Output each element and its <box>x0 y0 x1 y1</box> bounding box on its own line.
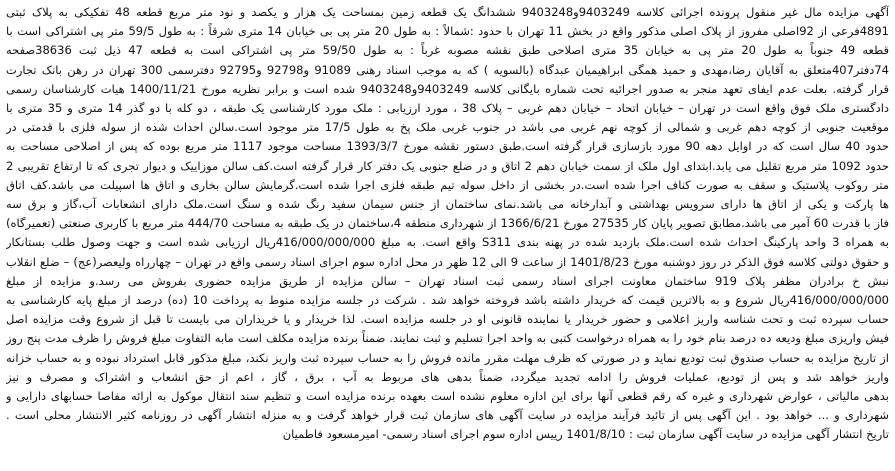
notice-line: از تاریخ مزایده به حساب صندوق ثبت تودیع نماید و در صورتی که ظرف مهلت مقرر مانده فروش را به حساب سپرده ثبت واریز نکند، مبلغ مذکور قابل استرداد نبوده و به حساب خزانه <box>6 350 889 365</box>
notice-line: متر روکوب پلاستیک و سقف به صورت کناف اجرا شده است.در بخشی از داخل سوله تیم طبقه فلزی اجرا شده است.گرمایش سالن بخاری و اتاق ها اسپیلت می باشد.کف اتاق <box>6 177 889 192</box>
notice-line: آگهی مزایده مال غیر منقول پرونده اجرائی کلاسه 9403249و9403248 ششدانگ یک قطعه زمین بمساحت یک هزار و یکصد و نود متر مربع قطعه 48 تفکیکی به پلاک ثبتی <box>6 5 889 19</box>
notice-line: 74دفتر407متعلق به آقایان رضا،مهدی و حمید همگی ابراهیمیان عبدگاه (بالسویه ) که به موجب اسناد رهنی 91089 و92798 و92795 دفترسمی 300 تهران در رهن بانک تجارت <box>6 62 889 77</box>
notice-line: شهرداری و ... خواهد بود . این آگهی پس از تائید فرآیند مزایده در سایت آگهی های سازمان ثبت قرار خواهد گرفت و به منزله انتشار آگهی در روزنامه کثیر الانتشار محلی است . <box>6 408 889 423</box>
notice-line: قطعه 49 جنوباً به طول 20 متر پی به خیابان 35 متری اصلاحی طبق نقشه مصوبه غرباً : به طول 59/50 متر پی اشتراکی است به قطعه 47 ذیل ثبت 38636صفحه <box>6 43 889 58</box>
notice-line: 416/000/000/000ریال شروع و به بالاترین قیمت که خریدار داشته باشد فروخته خواهد شد . شرکت در جلسه مزایده منوط به پرداخت 10 (ده) درصد از مبلغ پایه کارشناسی به <box>6 293 889 308</box>
notice-line: فاز با قدرت 60 آمپر می باشد.مطابق تصویر پایان کار 27535 مورخ 1366/6/21 از شهرداری منطقه 4،ساختمان در یک طبقه به مساحت 444/70 متر مربع با کاربری صنعتی (تعمیرگاه) <box>6 216 889 231</box>
notice-line: حدود 1092 متر مربع تقلیل می یابد.ابتدای اول ملک از سمت خیابان دهم 2 اتاق و در ضلع جنوبی یک دفتر کار قرار گرفته است.کف سالن موزاییک و دیوار تجری که تا ارتفاع تقریبی 2 <box>6 158 889 173</box>
notice-line: موقعیت جنوبی از کوچه دهم غربی و شمالی از کوچه نهم غربی می باشد در جنوب غربی ملک پخ به طول 17/5 متر موجود است.سالن احداث شده از سوله فلزی با قدمتی در <box>6 120 889 135</box>
notice-line: قرار گرفته. بعلت عدم ایفای تعهد منجر به صدور اجرائیه تحت شماره بایگانی کلاسه 9403249و9403248 شده است و برابر نظریه مورخ 1400/11/21 هیات کارشناسان رسمی <box>6 81 889 96</box>
notice-line: و حقوق دولتی کلاسه فوق الذکر در روز دوشنبه مورخ 1401/8/23 از ساعت 9 الی 12 ظهر در محل اداره سوم اجرای اسناد رسمی واقع در تهران – چهارراه ولیعصر(عج) – ضلع انقلاب <box>6 254 889 269</box>
notice-line: بدهی مالیاتی ، عوارض شهرداری و غیره که رقم قطعی آنها برای این اداره معلوم نشده است بعهده برنده مزایده است و تنظیم سند انتقال موکول به ارائه مفاصا حسابهای دارایی و <box>6 389 889 404</box>
notice-line: دادگستری ملک فوق واقع است در تهران – خیابان اتحاد – خیابان دهم غربی – پلاک 38 ، مورد ارزیابی : ملک مورد کارشناسی یک طبقه ، دو کله با دو گذر 14 متری و 35 متری با <box>6 101 889 116</box>
notice-line: حساب سپرده ثبت و تحت شناسه واریز اعلامی و حضور خریدار یا نماینده قانونی او در جلسه مزایده است. لذا خریدار و یا خریداران می بایست تا قبل از شروع وقت مزایده اصل <box>6 312 889 327</box>
notice-line-signature: تاریخ انتشار آگهی مزایده در سایت آگهی سازمان ثبت : 1401/8/10 رییس اداره سوم اجرای اسناد رسمی- امیرمسعود فاطمیان <box>282 427 889 442</box>
notice-line: فیش واریزی مبلغ ودیعه ده درصد بنام خود را به همراه درخواست کتبی به واحد اجرا تسلیم و ثبت نمایند. ضمناً برنده مزایده مکلف است مابه التفاوت مبلغ فروش را ظرف مدت پنج روز <box>6 331 889 346</box>
notice-line: حدود 40 سال است که در اوایل دهه 90 مورد بازسازی قرار گرفته است.طبق دستور نقشه مورخ 1393/3/7 مساحت موجود 1117 متر مربع بوده که پس از اصلاحی مساحت به <box>6 139 889 154</box>
notice-line: به همراه 3 واحد پارکینگ احداث شده است.ملک بازدید شده در پهنه بندی S311 واقع است. به مبلغ 416/000/000/000ریال ارزیابی شده است و جهت وصول طلب بستانکار <box>6 235 889 250</box>
notice-line: واریز خواهد شد و پس از تودیع، عملیات فروش را ادامه تجدید میگردد، ضمناً بدهی های مربوط به آب ، برق ، گاز ، اعم از حق انشعاب و اشتراک و مصرف و نیز <box>6 369 889 384</box>
notice-line: 4891فرعی از 92اصلی مفروز از پلاک اصلی مذکور واقع در بخش 11 تهران با حدود :شمالاً : به طول 20 متر پی بی خیابان 14 متری شرقاً : به طول 59/5 متر پی اشتراکی است با <box>6 24 889 39</box>
notice-line: ها پارکت و یکی از اتاق ها دارای سرویس بهداشتی و آبدارخانه می باشد.نمای ساختمان از جنس سیمان سفید رنگ شده و سنگ است.ملک دارای انشعابات آب،گاز و برق سه <box>6 197 889 212</box>
notice-line: نبش خ برادران مظفر پلاک 919 ساختمان معاونت اجرای اسناد رسمی ثبت اسناد تهران – سالن مزایده از طریق مزایده حضوری بفروش می رسد.و مزایده از مبلغ <box>6 273 889 288</box>
